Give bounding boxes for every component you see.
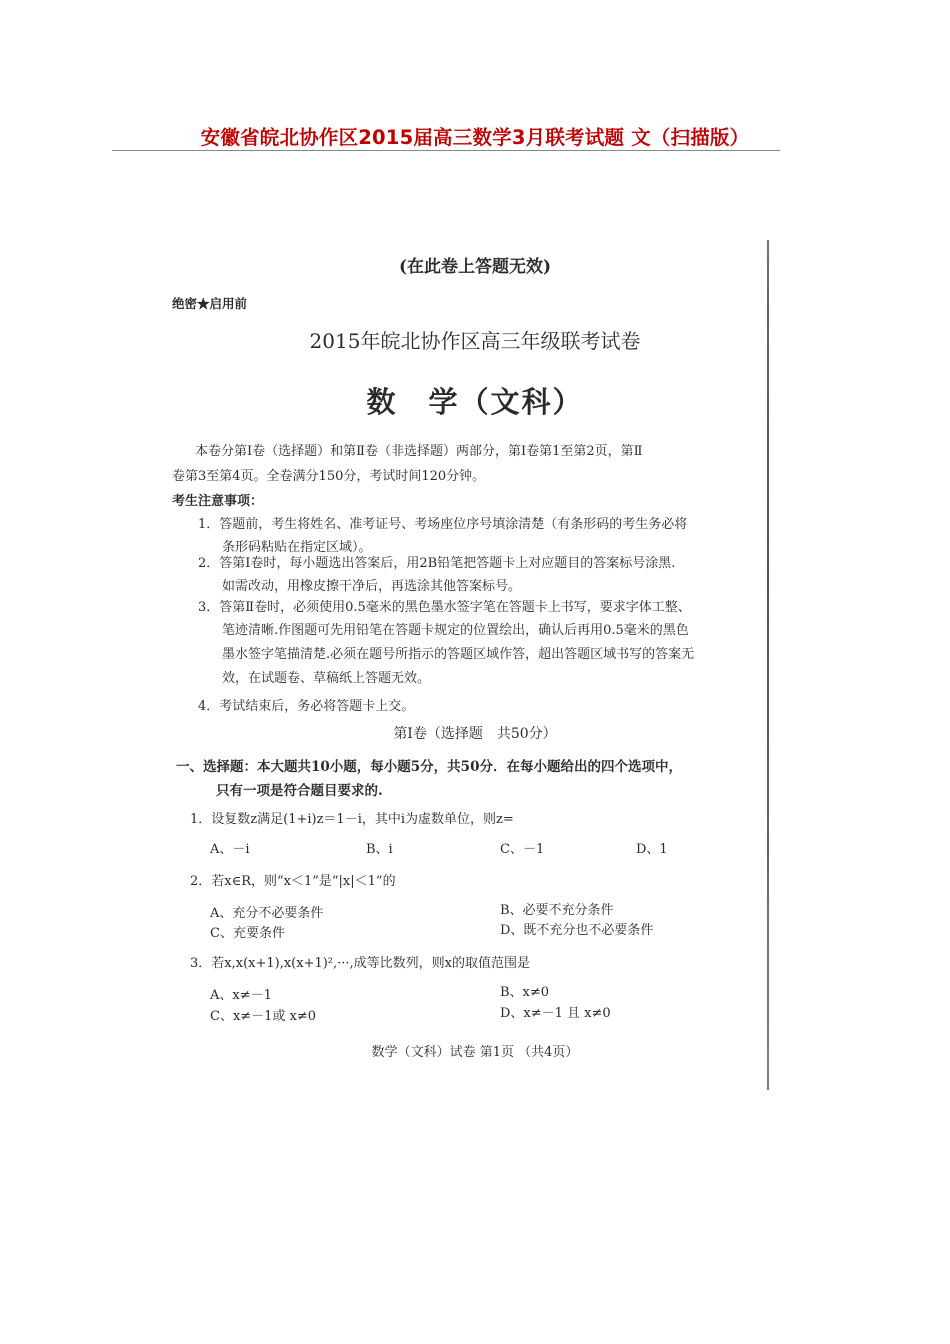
question-option: A、充分不必要条件 — [210, 906, 324, 921]
note-line: 1．答题前，考生将姓名、准考证号、考场座位序号填涂清楚（有条形码的考生务必将 — [198, 517, 688, 532]
scan-page-edge — [767, 240, 769, 1090]
page-footer: 数学（文科）试卷 第1页 （共4页） — [371, 1045, 579, 1060]
question-option: C、充要条件 — [210, 926, 285, 941]
question-option: B、x≠0 — [500, 985, 550, 1000]
question-stem: 1．设复数z满足(1+i)z＝1－i，其中i为虚数单位，则z= — [190, 812, 514, 827]
question-option: A、x≠－1 — [210, 988, 272, 1003]
note-line: 笔迹清晰.作图题可先用铅笔在答题卡规定的位置绘出，确认后再用0.5毫米的黑色 — [222, 623, 689, 638]
question-option: C、－1 — [500, 842, 545, 857]
title-divider — [112, 150, 780, 151]
question-stem: 3．若x,x(x+1),x(x+1)²,···,成等比数列，则x的取值范围是 — [190, 956, 531, 971]
question-option: D、x≠－1 且 x≠0 — [500, 1006, 611, 1021]
question-option: B、i — [366, 842, 393, 857]
question-option: D、1 — [636, 842, 668, 857]
question-option: A、－i — [210, 842, 250, 857]
section-heading: 第Ⅰ卷（选择题 共50分） — [393, 726, 557, 742]
choice-instructions: 一、选择题：本大题共10小题，每小题5分，共50分．在每小题给出的四个选项中， — [176, 759, 682, 775]
choice-instructions: 只有一项是符合题目要求的. — [216, 783, 383, 799]
note-line: 效，在试题卷、草稿纸上答题无效。 — [222, 671, 431, 686]
note-line: 3．答第Ⅱ卷时，必须使用0.5毫米的黑色墨水签字笔在答题卡上书写，要求字体工整、 — [198, 600, 691, 615]
question-option: C、x≠－1或 x≠0 — [210, 1009, 317, 1024]
question-option: D、既不充分也不必要条件 — [500, 923, 654, 938]
intro-line: 本卷分第Ⅰ卷（选择题）和第Ⅱ卷（非选择题）两部分，第Ⅰ卷第1至第2页，第Ⅱ — [195, 444, 643, 459]
note-line: 4．考试结束后，务必将答题卡上交。 — [198, 699, 415, 714]
note-line: 如需改动，用橡皮擦干净后，再选涂其他答案标号。 — [222, 579, 522, 594]
note-line: 墨水签字笔描清楚.必须在题号所指示的答题区域作答，超出答题区域书写的答案无 — [222, 647, 695, 662]
answer-invalid-notice: (在此卷上答题无效) — [398, 257, 552, 277]
question-stem: 2．若x∈R，则“x＜1”是“|x|＜1”的 — [190, 874, 396, 889]
intro-line: 卷第3至第4页。全卷满分150分，考试时间120分钟。 — [172, 469, 486, 484]
note-line: 2．答第Ⅰ卷时，每小题选出答案后，用2B铅笔把答题卡上对应题目的答案标号涂黑. — [198, 556, 676, 571]
document-title: 安徽省皖北协作区2015届高三数学3月联考试题 文（扫描版） — [200, 126, 750, 149]
subject-title: 数 学（文科） — [366, 385, 584, 419]
question-option: B、必要不充分条件 — [500, 903, 614, 918]
notes-heading: 考生注意事项： — [172, 494, 264, 509]
note-line: 条形码粘贴在指定区域）。 — [222, 540, 372, 555]
secret-label: 绝密★启用前 — [172, 296, 248, 311]
exam-name: 2015年皖北协作区高三年级联考试卷 — [309, 329, 641, 353]
